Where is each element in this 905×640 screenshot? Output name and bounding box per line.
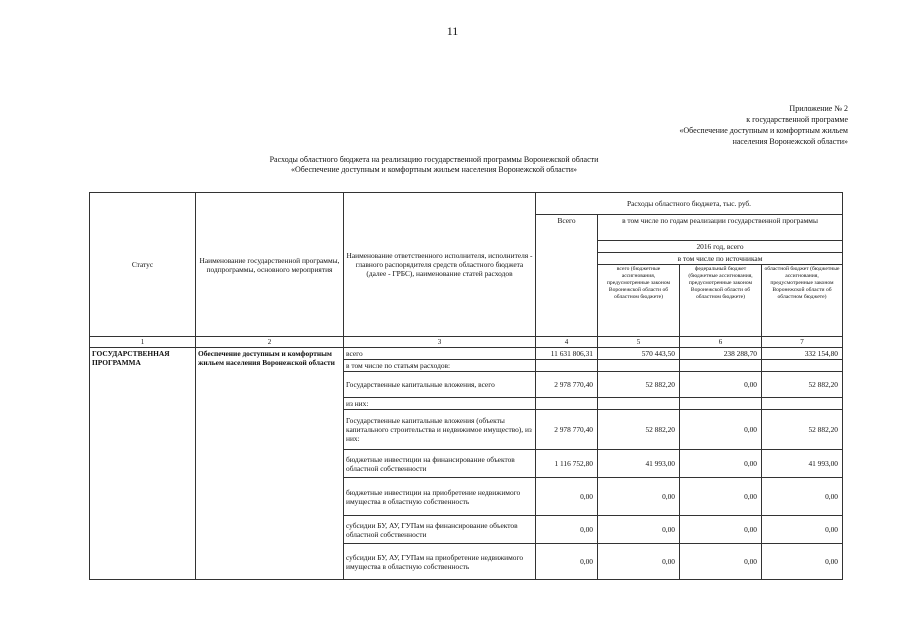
row-regional: 332 154,80 [762, 348, 843, 360]
row-label: Государственные капитальные вложения (объекты капитального строительства и недвижимое имущество), из них: [344, 410, 536, 450]
row-label: субсидии БУ, АУ, ГУПам на финансирование объектов областной собственности [344, 516, 536, 544]
column-number: 3 [344, 337, 536, 348]
column-number: 5 [598, 337, 680, 348]
row-regional: 0,00 [762, 516, 843, 544]
row-total: 0,00 [536, 516, 598, 544]
row-total: 0,00 [536, 544, 598, 580]
header-source-federal: федеральный бюджет (бюджетные ассигнования, предусмотренные законом Воронежской области об областном бюджете) [680, 265, 762, 337]
appendix-line: к государственной программе [746, 115, 848, 124]
row-label: бюджетные инвестиции на финансирование объектов областной собственности [344, 450, 536, 478]
column-number: 6 [680, 337, 762, 348]
header-by-years: в том числе по годам реализации государственной программы [598, 215, 843, 241]
header-status: Статус [90, 193, 196, 337]
row-label: субсидии БУ, АУ, ГУПам на приобретение недвижимого имущества в областную собственность [344, 544, 536, 580]
header-source-regional: областной бюджет (бюджетные ассигнования, предусмотренные законом Воронежской области об областном бюджете) [762, 265, 843, 337]
header-total: Всего [536, 215, 598, 337]
row-label: всего [344, 348, 536, 360]
status-cell: ГОСУДАРСТВЕННАЯ ПРОГРАММА [90, 348, 196, 580]
row-2016 [598, 398, 680, 410]
document-title [214, 155, 654, 175]
row-federal: 238 288,70 [680, 348, 762, 360]
row-2016: 570 443,50 [598, 348, 680, 360]
title-line: «Обеспечение доступным и комфортным жильем населения Воронежской области» [290, 165, 578, 174]
row-regional: 52 882,20 [762, 410, 843, 450]
row-total: 11 631 806,31 [536, 348, 598, 360]
row-total [536, 398, 598, 410]
row-federal: 0,00 [680, 410, 762, 450]
row-regional: 0,00 [762, 544, 843, 580]
row-federal: 0,00 [680, 450, 762, 478]
column-number: 2 [196, 337, 344, 348]
header-by-sources: в том числе по источникам [598, 253, 843, 265]
row-2016 [598, 360, 680, 372]
row-label: Государственные капитальные вложения, всего [344, 372, 536, 398]
appendix-line: Приложение № 2 [789, 104, 848, 113]
row-label: бюджетные инвестиции на приобретение недвижимого имущества в областную собственность [344, 478, 536, 516]
expenses-table [89, 192, 843, 580]
row-federal: 0,00 [680, 372, 762, 398]
row-2016: 0,00 [598, 478, 680, 516]
title-line: Расходы областного бюджета на реализацию государственной программы Воронежской области [269, 155, 599, 164]
row-regional: 52 882,20 [762, 372, 843, 398]
row-label: в том числе по статьям расходов: [344, 360, 536, 372]
row-federal: 0,00 [680, 544, 762, 580]
row-regional [762, 360, 843, 372]
row-federal: 0,00 [680, 478, 762, 516]
row-label: из них: [344, 398, 536, 410]
row-federal: 0,00 [680, 516, 762, 544]
column-number: 1 [90, 337, 196, 348]
row-2016: 52 882,20 [598, 372, 680, 398]
header-year-2016: 2016 год, всего [598, 241, 843, 253]
appendix-line: населения Воронежской области» [732, 137, 848, 146]
header-executor: Наименование ответственного исполнителя, исполнителя - главного распорядителя средств областного бюджета (далее - ГРБС), наименование статей расходов [344, 193, 536, 337]
table-row [90, 348, 843, 360]
row-2016: 41 993,00 [598, 450, 680, 478]
program-cell: Обеспечение доступным и комфортным жильем населения Воронежской области [196, 348, 344, 580]
row-regional [762, 398, 843, 410]
page-number: 11 [446, 24, 459, 38]
column-number: 7 [762, 337, 843, 348]
row-total [536, 360, 598, 372]
row-2016: 0,00 [598, 544, 680, 580]
row-total: 1 116 752,80 [536, 450, 598, 478]
row-total: 0,00 [536, 478, 598, 516]
row-regional: 0,00 [762, 478, 843, 516]
row-total: 2 978 770,40 [536, 410, 598, 450]
header-expenses: Расходы областного бюджета, тыс. руб. [536, 193, 843, 215]
column-number: 4 [536, 337, 598, 348]
row-2016: 0,00 [598, 516, 680, 544]
appendix-note [679, 103, 848, 147]
row-2016: 52 882,20 [598, 410, 680, 450]
row-regional: 41 993,00 [762, 450, 843, 478]
appendix-line: «Обеспечение доступным и комфортным жильем [679, 126, 848, 135]
header-source-total: всего (бюджетные ассигнования, предусмотренные законом Воронежской области об областном бюджете) [598, 265, 680, 337]
header-program-name: Наименование государственной программы, подпрограммы, основного мероприятия [196, 193, 344, 337]
row-total: 2 978 770,40 [536, 372, 598, 398]
row-federal [680, 360, 762, 372]
row-federal [680, 398, 762, 410]
